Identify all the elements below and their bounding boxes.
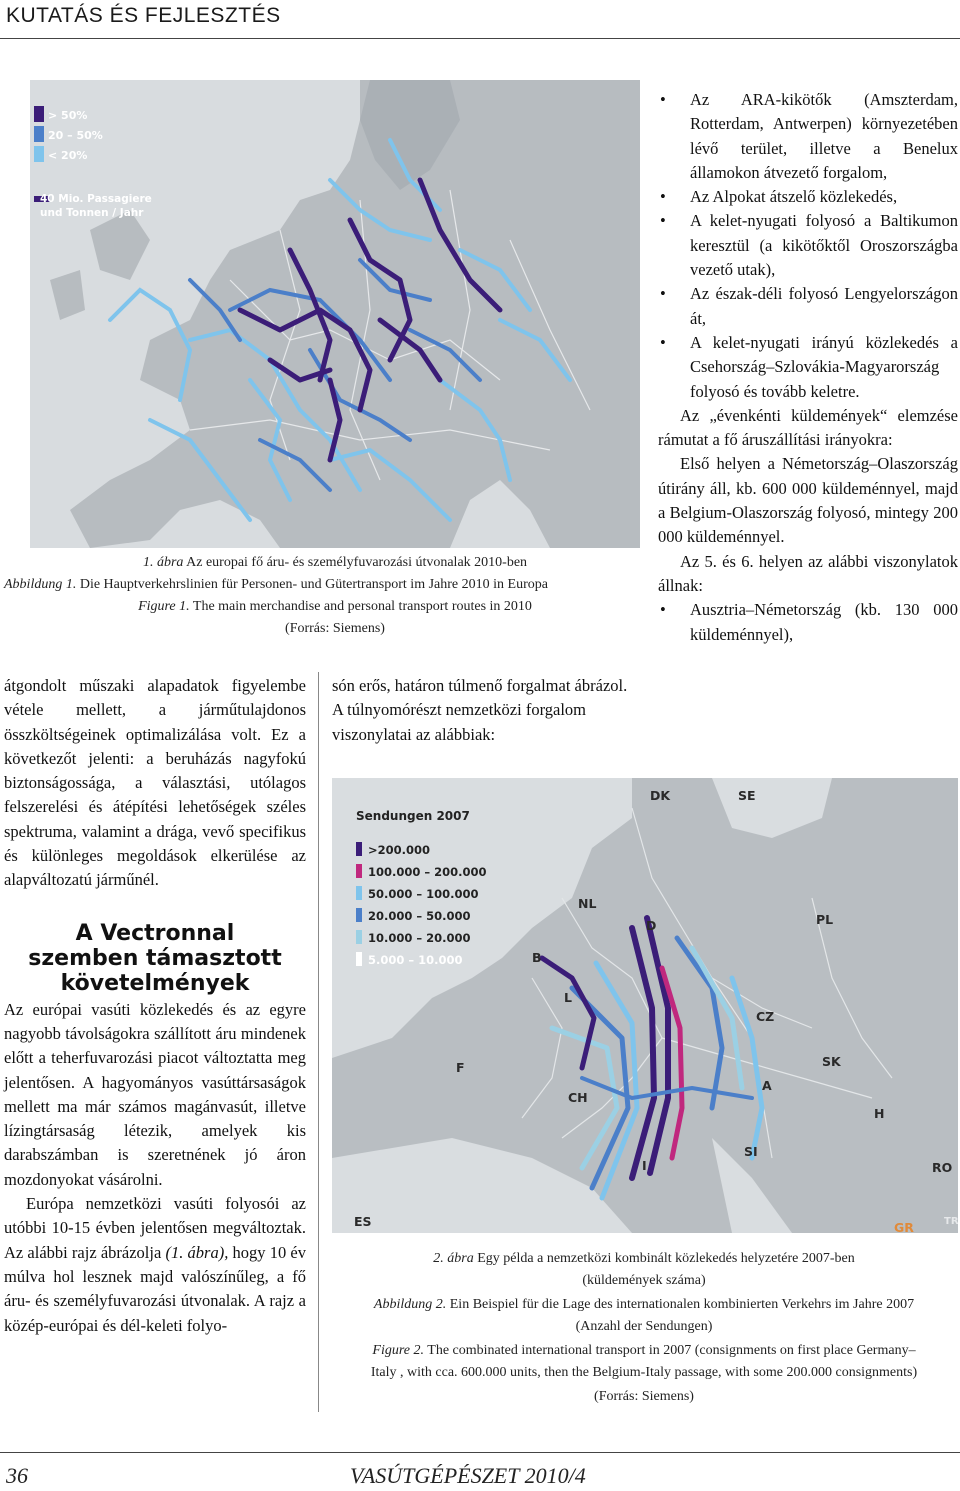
fig2-en-l2: Italy , with cca. 600.000 units, then the Belgium-Italy passage, with some 200.000 consignments) (370, 1365, 918, 1380)
bullet-item: • A kelet-nyugati irányú közlekedés a Csehország–Szlovákia-Magyarország folyosó és tovább keletre. (658, 331, 958, 404)
fig2-de-l2: (Anzahl der Sendungen) (575, 1319, 713, 1334)
legend-note-1: 40 Mio. Passagiere (40, 193, 152, 205)
country-gr: GR (894, 1220, 914, 1233)
bullet-list-2 (658, 598, 958, 647)
heading-line-2: szemben támasztott (28, 945, 282, 971)
country-si: SI (744, 1144, 758, 1159)
fig1-hu-prefix: 1. ábra (142, 555, 184, 570)
right-column (658, 88, 958, 647)
country-ch: CH (568, 1090, 588, 1105)
bullet-item: • Az észak-déli folyosó Lengyelországon át, (658, 282, 958, 331)
fig2-hu-l1: Egy példa a nemzetközi kombinált közlekedés helyzetére 2007-ben (473, 1251, 855, 1266)
country-i: I (642, 1158, 647, 1173)
heading-line-1: A Vectronnal (75, 920, 235, 946)
heading-line-3: követelmények (60, 970, 250, 996)
header-rule (0, 38, 960, 39)
legend-2: 20 – 50% (48, 129, 103, 142)
fig1-de-prefix: Abbildung 1. (4, 577, 77, 592)
column-divider (318, 672, 319, 1412)
fig2-source: (Forrás: Siemens) (594, 1389, 694, 1404)
right-paragraph-evenkenti: Az „évenkénti küldemények“ elemzése rámutat a fő áruszállítási irányokra: (658, 405, 958, 450)
country-l: L (564, 990, 572, 1005)
bullet-item: • Ausztria–Németország (kb. 130 000 küldeménnyel), (658, 598, 958, 647)
section-title: KUTATÁS ÉS FEJLESZTÉS (6, 4, 281, 27)
fig2-de-prefix: Abbildung 2. (373, 1297, 447, 1312)
figure1-map (30, 80, 640, 548)
bullet-item: • A kelet-nyugati folyosó a Baltikumon keresztül (a kikötőktől Oroszországba vezető utak), (658, 209, 958, 282)
country-nl: NL (578, 896, 597, 911)
fig2-en-l1: The combinated international transport in 2007 (consignments on first place Germany– (424, 1343, 916, 1358)
middle-column (332, 674, 630, 747)
footer-rule (0, 1452, 960, 1453)
fig2-legend-6: 5.000 – 10.000 (368, 953, 463, 967)
fig1-source: (Forrás: Siemens) (285, 621, 385, 636)
country-pl: PL (816, 912, 834, 927)
left-paragraph-2: Az európai vasúti közlekedés és az egyre nagyobb távolságokra szállított áru mindenek előtt a teherfuvarozási piacot változtatta meg jelentősen. A hagyományos vasúttársaságok mellett ma már számos magánvasút, illetve lízingtársaság létezik, amelyek kis darabszámban is szeretnének jó áron mozdonyokat vásárolni. (4, 999, 306, 1189)
p3-a: Európa nemzetközi vasúti folyosói az utóbbi 10-15 évben jelentősen megváltoztak. Az alábbi rajz ábrázolja (4, 1194, 306, 1262)
figure2-caption (330, 1248, 958, 1408)
fig1-de-caption: Die Hauptverkehrslinien für Personen- und Gütertransport im Jahre 2010 in Europa (76, 577, 548, 592)
left-paragraph-3 (4, 1192, 306, 1338)
fig2-legend-1: >200.000 (368, 843, 431, 857)
section-heading (4, 921, 306, 996)
country-b: B (532, 950, 542, 965)
legend-note-2: und Tonnen / Jahr (40, 207, 144, 219)
left-column (4, 674, 306, 1338)
fig2-title: Sendungen 2007 (356, 809, 470, 823)
fig1-en-caption: The main merchandise and personal transport routes in 2010 (189, 599, 532, 614)
fig2-en-prefix: Figure 2. (372, 1343, 425, 1358)
legend-1: > 50% (48, 109, 88, 122)
fig2-legend-2: 100.000 – 200.000 (368, 865, 487, 879)
fig2-hu-l2: (küldemények száma) (582, 1273, 706, 1288)
fig2-legend-3: 50.000 – 100.000 (368, 887, 479, 901)
country-d: D (646, 918, 657, 933)
middle-paragraph-1: són erős, határon túlmenő forgalmat ábrázol. A túlnyomórészt nemzetközi forgalom viszonylatai az alábbiak: (332, 676, 628, 744)
country-f: F (456, 1060, 465, 1075)
country-a: A (762, 1078, 772, 1093)
country-h: H (874, 1106, 885, 1121)
right-paragraph-5-6: Az 5. és 6. helyen az alábbi viszonylatok állnak: (658, 551, 958, 595)
combined-transport-svg (332, 778, 958, 1233)
country-cz: CZ (756, 1009, 775, 1024)
country-tr: TR (944, 1216, 958, 1227)
page-header (0, 0, 960, 40)
fig2-de-l1: Ein Beispiel für die Lage des internationalen kombinierten Verkehrs im Jahre 2007 (446, 1297, 915, 1312)
bullet-item: • Az ARA-kikötők (Amszterdam, Rotterdam, Antwerpen) környezetében lévő terület, illetve a Benelux államokon átvezető forgalom, (658, 88, 958, 185)
journal-name: VASÚTGÉPÉSZET 2010/4 (350, 1463, 586, 1488)
fig1-en-prefix: Figure 1. (138, 599, 190, 614)
left-paragraph-1: átgondolt műszaki alapadatok figyelembe vétele mellett, a járműtulajdonos összköltségeinek optimalizálása volt. Ez a következőt jelenti: a beruházás nagyfokú biztonságossága, a választási, utólagos felszerelési és átépítési lehetőségek széles spektruma, valamint a drága, vevő specifikus és különleges megoldások elkerülése az alapváltozatú járműnél. (4, 676, 306, 890)
bullet-item: • Az Alpokat átszelő közlekedés, (658, 185, 958, 209)
fig1-hu-caption: Az europai fő áru- és személyfuvarozási útvonalak 2010-ben (183, 555, 528, 570)
country-sk: SK (822, 1054, 841, 1069)
country-se: SE (738, 788, 756, 803)
bullet-list-1 (658, 88, 958, 404)
figure1-caption (4, 552, 640, 640)
europe-map-svg (30, 80, 640, 548)
legend-3: < 20% (48, 149, 88, 162)
fig2-legend-4: 20.000 – 50.000 (368, 909, 471, 923)
page-number: 36 (6, 1463, 28, 1488)
country-dk: DK (650, 788, 671, 803)
country-es: ES (354, 1214, 372, 1229)
country-ro: RO (932, 1160, 953, 1175)
fig2-legend-5: 10.000 – 20.000 (368, 931, 471, 945)
right-paragraph-elso: Első helyen a Németország–Olaszország útirány áll, kb. 600 000 küldeménnyel, majd a Belgium-Olaszország folyosó, mintegy 200 000 küldeménnyel. (658, 454, 958, 547)
fig2-hu-prefix: 2. ábra (433, 1251, 474, 1266)
p3-b: hogy 10 év múlva hol lesznek majd valószínűleg, a fő áru- és személyfuvarozási útvonalak. A rajz a közép-európai és dél-keleti folyo- (4, 1242, 306, 1335)
figure-reference: (1. ábra), (165, 1242, 229, 1262)
figure2-map (332, 778, 958, 1233)
